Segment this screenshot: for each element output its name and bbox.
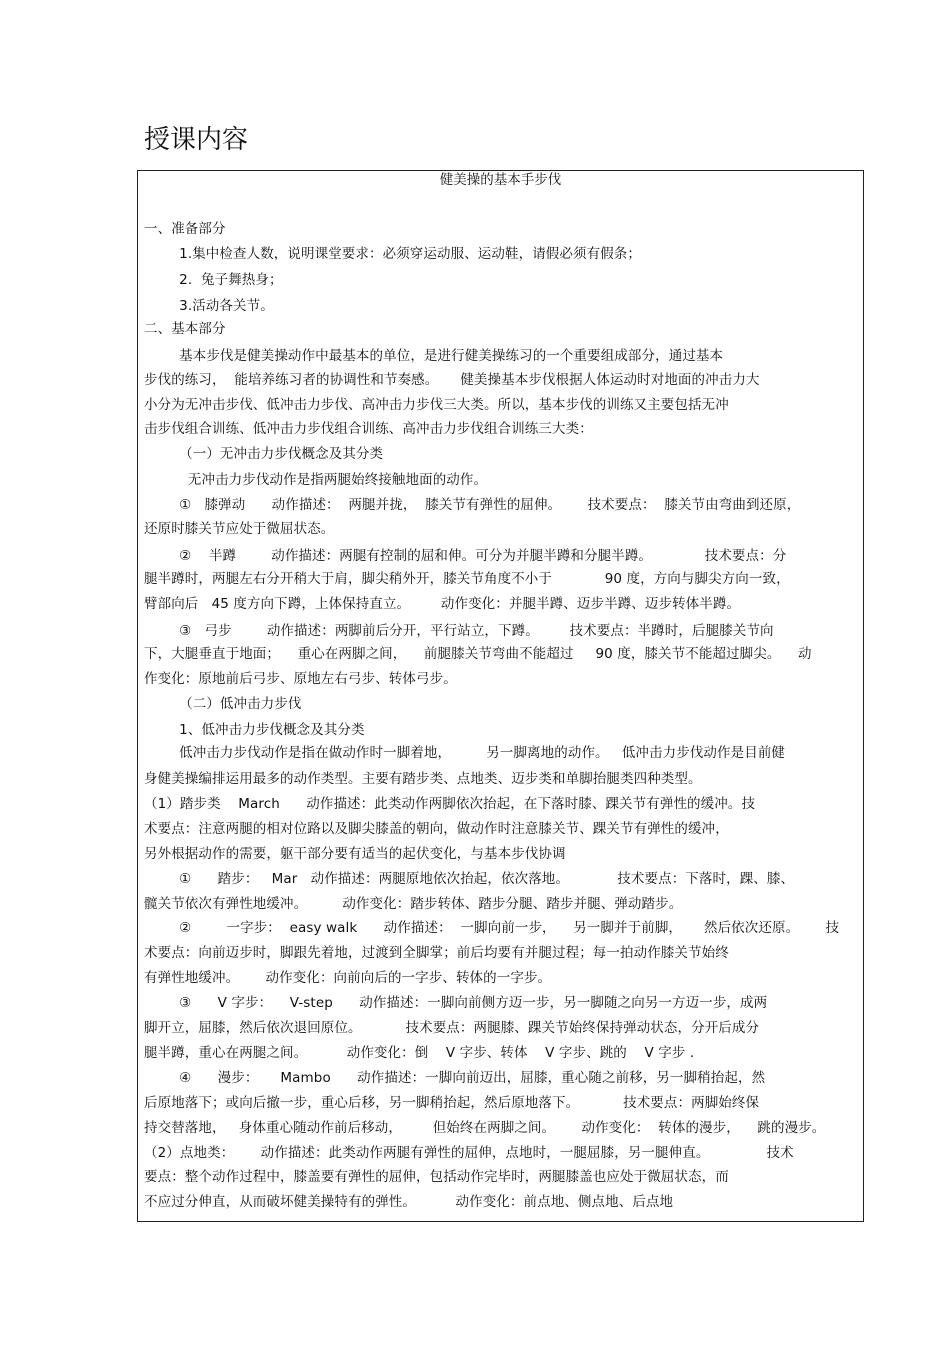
text-line: ① 膝弹动 动作描述： 两腿并拢， 膝关节有弹性的屈伸。 技术要点： 膝关节由弯曲到还原， xyxy=(144,497,801,513)
text-line: 髋关节依次有弹性地缓冲。 动作变化：踏步转体、踏步分腿、踏步并腿、弹动踏步。 xyxy=(144,896,683,912)
text-line: 步伐的练习， 能培养练习者的协调性和节奏感。 健美操基本步伐根据人体运动时对地面的冲击力大 xyxy=(144,372,760,388)
text-line: （1）踏步类 March 动作描述：此类动作两脚依次抬起，在下落时膝、踝关节有弹性的缓冲。技 xyxy=(144,796,756,812)
text-line: 术要点：向前迈步时，脚跟先着地，过渡到全脚掌；前后均要有并腿过程；每一拍动作膝关节始终 xyxy=(144,945,729,961)
text-line: 一、准备部分 xyxy=(144,221,226,237)
text-line: 3.活动各关节。 xyxy=(144,298,274,314)
text-line: 击步伐组合训练、低冲击力步伐组合训练、高冲击力步伐组合训练三大类： xyxy=(144,421,593,437)
text-line: 身健美操编排运用最多的动作类型。主要有踏步类、点地类、迈步类和单脚抬腿类四种类型。 xyxy=(144,771,702,787)
text-line: （2）点地类： 动作描述：此类动作两腿有弹性的屈伸，点地时，一腿屈膝，另一腿伸直。 技术 xyxy=(144,1145,794,1161)
text-line: 1.集中检查人数，说明课堂要求：必须穿运动服、运动鞋，请假必须有假条； xyxy=(144,246,642,262)
page-heading: 授课内容 xyxy=(144,125,249,155)
text-line: 术要点：注意两腿的相对位路以及脚尖膝盖的朝向，做动作时注意膝关节、踝关节有弹性的缓冲， xyxy=(144,821,729,837)
text-line: 腿半蹲，重心在两腿之间。 动作变化：倒 V 字步、转体 V 字步、跳的 V 字步 . xyxy=(144,1045,695,1061)
text-line: 1、低冲击力步伐概念及其分类 xyxy=(144,722,365,738)
text-line: 还原时膝关节应处于微屈状态。 xyxy=(144,521,335,537)
text-line: 持交替落地， 身体重心随动作前后移动， 但始终在两脚之间。 动作变化： 转体的漫步， 跳的漫步。 xyxy=(144,1120,826,1136)
text-line: ② 半蹲 动作描述：两腿有控制的屈和伸。可分为并腿半蹲和分腿半蹲。 技术要点：分 xyxy=(144,548,787,564)
text-line: ① 踏步： Mar 动作描述：两腿原地依次抬起，依次落地。 技术要点：下落时，踝、膝、 xyxy=(144,871,795,887)
text-line: ③ 弓步 动作描述：两脚前后分开，平行站立，下蹲。 技术要点：半蹲时，后腿膝关节向 xyxy=(144,623,774,639)
text-line: 不应过分伸直，从而破坏健美操特有的弹性。 动作变化：前点地、侧点地、后点地 xyxy=(144,1194,674,1210)
text-line: 下，大腿垂直于地面； 重心在两脚之间， 前腿膝关节弯曲不能超过 90 度，膝关节不能超过脚尖。 动 xyxy=(144,646,812,662)
text-line: （一）无冲击力步伐概念及其分类 xyxy=(144,446,384,462)
text-line: 低冲击力步伐动作是指在做动作时一脚着地， 另一脚离地的动作。 低冲击力步伐动作是目前健 xyxy=(144,745,786,761)
text-line: 二、基本部分 xyxy=(144,321,226,337)
text-line: 有弹性地缓冲。 动作变化：向前向后的一字步、转体的一字步。 xyxy=(144,970,552,986)
text-line: ② 一字步： easy walk 动作描述： 一脚向前一步， 另一脚并于前脚， 然后依次还原。 技 xyxy=(144,920,840,936)
text-line: 基本步伐是健美操动作中最基本的单位，是进行健美操练习的一个重要组成部分，通过基本 xyxy=(144,348,724,364)
text-line: 脚开立，屈膝，然后依次退回原位。 技术要点：两腿膝、踝关节始终保持弹动状态，分开后成分 xyxy=(144,1020,760,1036)
text-line: 另外根据动作的需要，躯干部分要有适当的起伏变化，与基本步伐协调 xyxy=(144,846,566,862)
text-line: 臂部向后 45 度方向下蹲，上体保持直立。 动作变化：并腿半蹲、迈步半蹲、迈步转体半蹲。 xyxy=(144,596,741,612)
text-line: 小分为无冲击步伐、低冲击力步伐、高冲击力步伐三大类。所以，基本步伐的训练又主要包括无冲 xyxy=(144,397,729,413)
text-line: 2. 兔子舞热身； xyxy=(144,272,283,288)
document-title: 健美操的基本手步伐 xyxy=(439,172,562,188)
text-line: ③ V 字步： V-step 动作描述：一脚向前侧方迈一步，另一脚随之向另一方迈一步，成两 xyxy=(144,995,768,1011)
text-line: 后原地落下；或向后撤一步，重心后移，另一脚稍抬起，然后原地落下。 技术要点：两脚始终保 xyxy=(144,1095,760,1111)
text-line: 无冲击力步伐动作是指两腿始终接触地面的动作。 xyxy=(144,472,488,488)
text-line: （二）低冲击力步伐 xyxy=(144,696,302,712)
text-line: 腿半蹲时，两腿左右分开稍大于肩，脚尖稍外开，膝关节角度不小于 90 度，方向与脚尖方向一致， xyxy=(144,571,790,587)
text-line: ④ 漫步： Mambo 动作描述：一脚向前迈出，屈膝，重心随之前移，另一脚稍抬起，然 xyxy=(144,1070,766,1086)
text-line: 作变化：原地前后弓步、原地左右弓步、转体弓步。 xyxy=(144,671,457,687)
text-line: 要点：整个动作过程中，膝盖要有弹性的屈伸，包括动作完毕时，两腿膝盖也应处于微屈状态，而 xyxy=(144,1169,729,1185)
